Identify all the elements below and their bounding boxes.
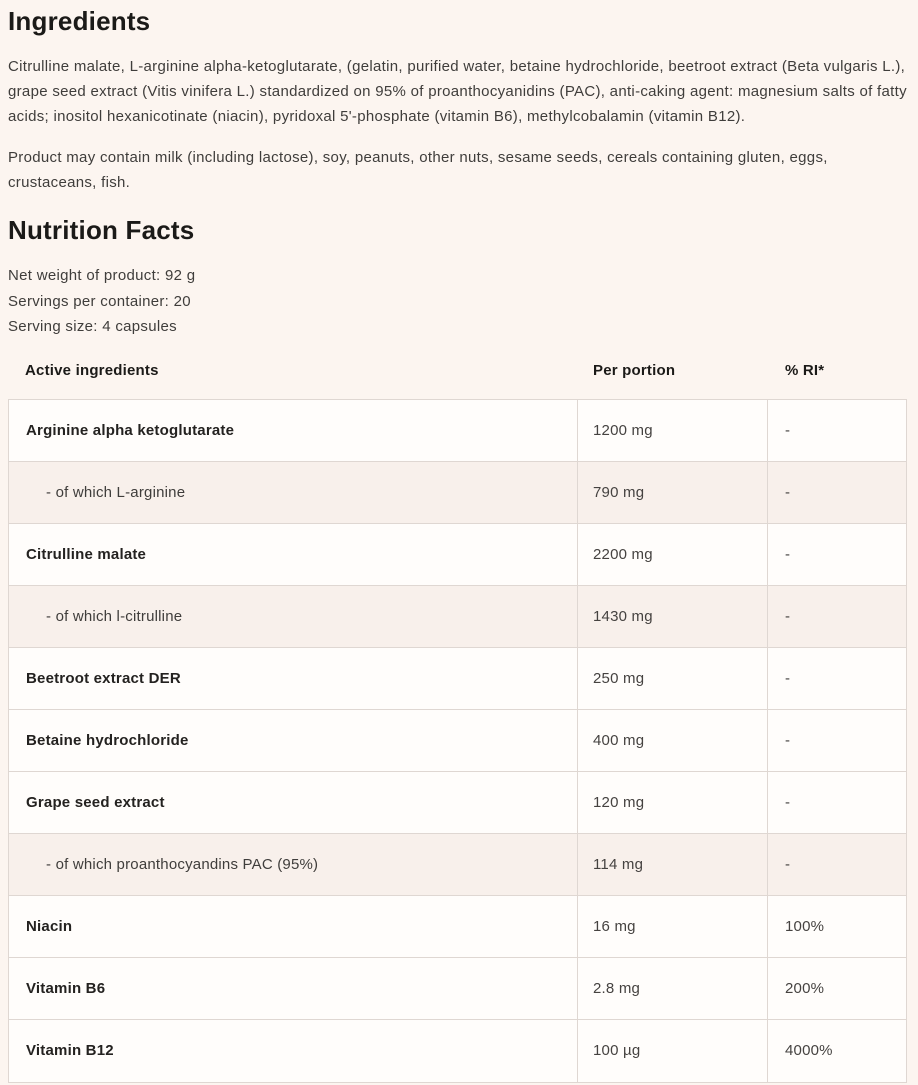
table-row	[9, 648, 906, 710]
per-portion-cell: 114 mg	[578, 834, 768, 895]
table-row	[9, 958, 906, 1020]
ingredient-name-cell: Vitamin B12	[9, 1020, 578, 1082]
table-row	[9, 462, 906, 524]
per-portion-cell: 1200 mg	[578, 400, 768, 461]
serving-size-line: Serving size: 4 capsules	[8, 318, 177, 335]
per-portion-cell: 250 mg	[578, 648, 768, 709]
ingredient-name-cell: Citrulline malate	[9, 524, 578, 585]
ri-percent-cell: -	[785, 669, 791, 687]
table-row	[9, 524, 906, 586]
per-portion-cell: 100 µg	[578, 1020, 768, 1082]
per-portion-cell: 400 mg	[578, 710, 768, 771]
ri-percent-cell: -	[785, 793, 791, 811]
nutrition-table-header	[8, 354, 909, 388]
ingredients-title: Ingredients	[8, 6, 151, 36]
header-active-ingredients: Active ingredients	[25, 362, 159, 379]
per-portion-cell: 120 mg	[578, 772, 768, 833]
header-per-portion: Per portion	[593, 362, 676, 379]
ingredients-paragraph-allergens: Product may contain milk (including lactose), soy, peanuts, other nuts, sesame seeds, cereals containing gluten, eggs, crustaceans, fish.	[8, 149, 828, 191]
ingredient-name-cell: - of which l-citrulline	[9, 586, 578, 647]
net-weight-line: Net weight of product: 92 g	[8, 267, 196, 284]
ri-percent-cell: -	[785, 855, 791, 873]
nutrition-table	[8, 399, 907, 1083]
ri-percent-cell: 4000%	[785, 1042, 833, 1059]
table-row	[9, 834, 906, 896]
ingredient-name-cell: Betaine hydrochloride	[9, 710, 578, 771]
ri-percent-cell: -	[785, 545, 791, 563]
ingredient-name-cell: - of which proanthocyandins PAC (95%)	[9, 834, 578, 895]
header-percent-ri: % RI*	[785, 362, 825, 379]
ri-percent-cell: 100%	[785, 917, 825, 935]
nutrition-meta	[8, 263, 909, 340]
ri-percent-cell: -	[785, 731, 791, 749]
nutrition-facts-title: Nutrition Facts	[8, 215, 195, 245]
ingredient-name-cell: Grape seed extract	[9, 772, 578, 833]
ri-percent-cell: 200%	[785, 979, 825, 997]
ingredient-name-cell: Vitamin B6	[9, 958, 578, 1019]
ingredient-name-cell: Niacin	[9, 896, 578, 957]
ri-percent-cell: -	[785, 421, 791, 439]
per-portion-cell: 16 mg	[578, 896, 768, 957]
ri-percent-cell: -	[785, 607, 791, 625]
table-row	[9, 400, 906, 462]
ingredients-paragraph-composition: Citrulline malate, L-arginine alpha-ketoglutarate, (gelatin, purified water, betaine hydrochloride, beetroot extract (Beta vulgaris L.), grape seed extract (Vitis vinifera L.) standardized on 95% of proanthocyanidins (PAC), anti-caking agent: magnesium salts of fatty acids; inositol hexanicotinate (niacin), pyridoxal 5'-phosphate (vitamin B6), methylcobalamin (vitamin B12).	[8, 58, 907, 125]
per-portion-cell: 1430 mg	[578, 586, 768, 647]
table-row	[9, 772, 906, 834]
per-portion-cell: 790 mg	[578, 462, 768, 523]
table-row	[9, 896, 906, 958]
table-row	[9, 710, 906, 772]
servings-per-container-line: Servings per container: 20	[8, 292, 191, 310]
ri-percent-cell: -	[785, 483, 791, 501]
ingredient-name-cell: Beetroot extract DER	[9, 648, 578, 709]
table-row	[9, 1020, 906, 1082]
ingredient-name-cell: Arginine alpha ketoglutarate	[9, 400, 578, 461]
per-portion-cell: 2200 mg	[578, 524, 768, 585]
ingredient-name-cell: - of which L-arginine	[9, 462, 578, 523]
per-portion-cell: 2.8 mg	[578, 958, 768, 1019]
table-row	[9, 586, 906, 648]
